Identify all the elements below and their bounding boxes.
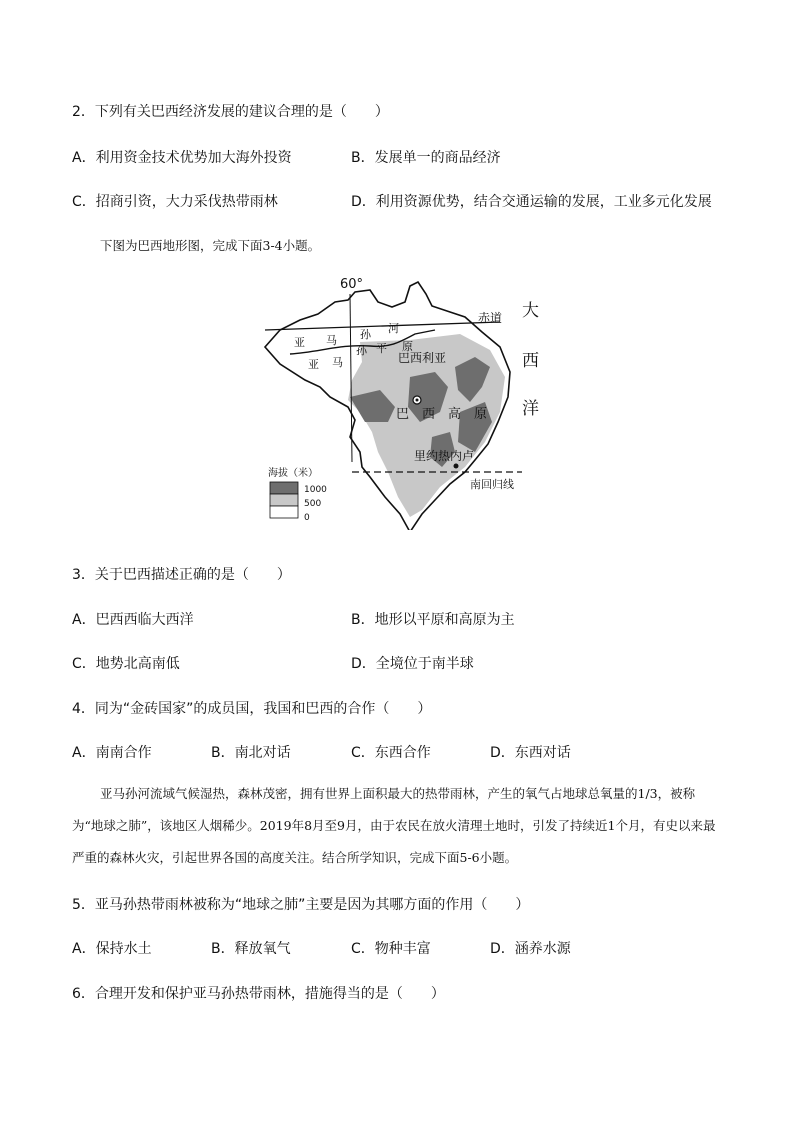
question-5-stem: 5．亚马孙热带雨林被称为“地球之肺”主要是因为其哪方面的作用（ ） [72, 897, 530, 913]
question-4-option-d: D．东西对话 [490, 745, 571, 761]
brazil-terrain-map [260, 272, 560, 530]
river-char-4: 河 [388, 322, 399, 335]
question-2-stem: 2．下列有关巴西经济发展的建议合理的是（ ） [72, 104, 389, 120]
question-3-option-c: C．地势北高南低 [72, 656, 180, 672]
legend-value-0: 0 [304, 513, 310, 523]
reading-passage: 亚马孙河流域气候湿热，森林茂密，拥有世界上面积最大的热带雨林，产生的氧气占地球总氧量的1/3，被称为“地球之肺”，该地区人烟稀少。2019年8月至9月，由于农民在放火清理土地时，引发了持续近1个月，有史以来最严重的森林火灾，引起世界各国的高度关注。结合所学知识，完成下面5-6小题。 [72, 786, 716, 865]
question-5-option-b: B．释放氧气 [211, 941, 291, 957]
question-2-option-a: A．利用资金技术优势加大海外投资 [72, 150, 292, 166]
river-char-3: 孙 [360, 328, 371, 341]
plain-char-3: 孙 [356, 344, 367, 357]
question-3-option-a: A．巴西西临大西洋 [72, 612, 194, 628]
legend-title: 海拔（米） [268, 468, 318, 479]
question-2-option-b: B．发展单一的商品经济 [351, 150, 501, 166]
question-4-option-a: A．南南合作 [72, 745, 152, 761]
legend-swatch-low [270, 506, 298, 518]
legend-swatch-mid [270, 494, 298, 506]
legend-value-500: 500 [304, 499, 322, 509]
river-char-2: 马 [326, 334, 337, 347]
legend-value-1000: 1000 [304, 485, 327, 495]
ocean-char-3: 洋 [522, 399, 539, 419]
river-char-1: 亚 [294, 336, 305, 349]
question-2-option-c: C．招商引资，大力采伐热带雨林 [72, 194, 278, 210]
city-label: 里约热内卢 [414, 449, 475, 463]
tropic-label: 南回归线 [470, 478, 514, 491]
plain-char-5: 原 [402, 340, 413, 353]
question-5-option-d: D．涵养水源 [490, 941, 571, 957]
question-4-stem: 4．同为“金砖国家”的成员国，我国和巴西的合作（ ） [72, 701, 432, 717]
map-figure [260, 272, 560, 530]
plain-char-1: 亚 [308, 358, 319, 371]
question-4-option-c: C．东西合作 [351, 745, 431, 761]
capital-marker-dot [416, 399, 419, 402]
legend-swatch-high [270, 482, 298, 494]
city-marker [454, 464, 459, 469]
question-3-option-d: D．全境位于南半球 [351, 656, 474, 672]
equator-label: 赤道 [478, 311, 503, 325]
question-2-option-d: D．利用资源优势，结合交通运输的发展，工业多元化发展 [351, 194, 712, 210]
map-intro: 下图为巴西地形图，完成下面3-4小题。 [100, 238, 321, 253]
ocean-char-1: 大 [522, 301, 539, 321]
ocean-char-2: 西 [522, 351, 539, 371]
capital-label: 巴西利亚 [398, 351, 447, 365]
question-6-stem: 6．合理开发和保护亚马孙热带雨林，措施得当的是（ ） [72, 986, 445, 1002]
plain-char-4: 平 [376, 342, 387, 355]
longitude-label: 60° [340, 277, 364, 292]
question-3-option-b: B．地形以平原和高原为主 [351, 612, 515, 628]
question-5-option-c: C．物种丰富 [351, 941, 431, 957]
plateau-label: 巴 西 高 原 [396, 407, 488, 422]
question-3-stem: 3．关于巴西描述正确的是（ ） [72, 567, 291, 583]
plain-char-2: 马 [332, 356, 343, 369]
question-4-option-b: B．南北对话 [211, 745, 291, 761]
question-5-option-a: A．保持水土 [72, 941, 152, 957]
